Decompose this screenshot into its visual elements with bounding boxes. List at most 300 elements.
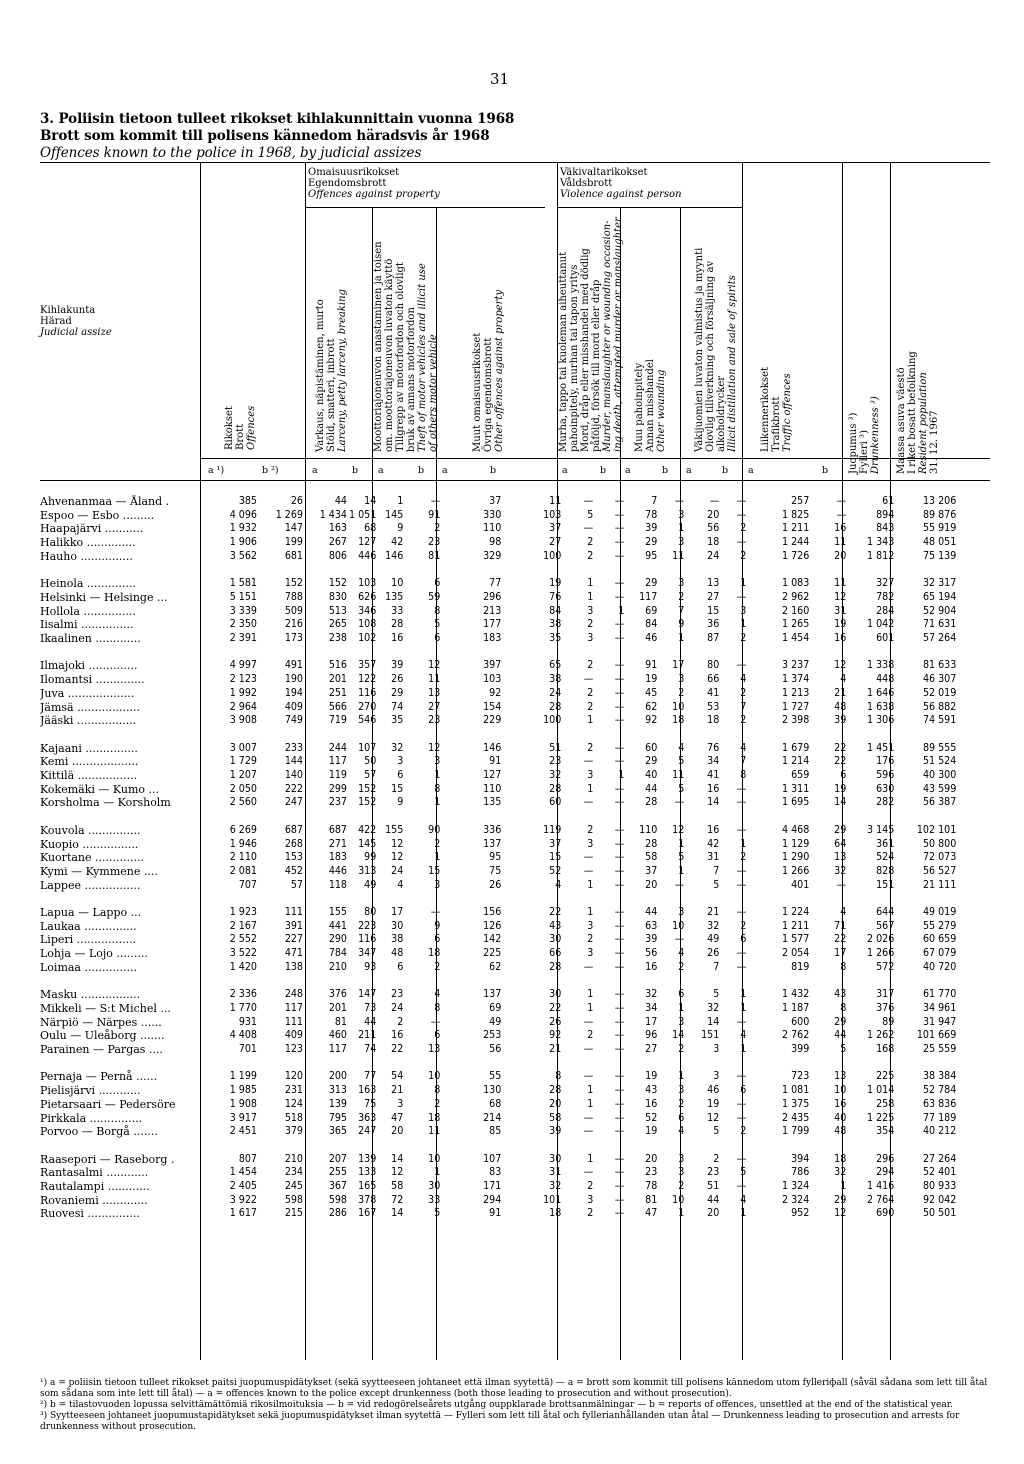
- table-cell: 2 451: [229, 1125, 257, 1138]
- table-cell: 12: [391, 1166, 404, 1179]
- table-cell: 15: [707, 604, 720, 617]
- title-english: Offences known to the police in 1968, by judicial assizes: [40, 145, 422, 161]
- table-cell: 176: [876, 755, 895, 768]
- table-cell: 44: [707, 1193, 720, 1206]
- table-cell: 30: [549, 1152, 562, 1165]
- table-cell: 19: [645, 1070, 658, 1083]
- table-cell: 119: [328, 769, 347, 782]
- table-cell: 43: [549, 919, 562, 932]
- table-cell: —: [736, 906, 747, 919]
- table-cell: 2: [713, 1152, 720, 1165]
- table-cell: 118: [328, 878, 347, 891]
- table-cell: 33: [428, 1193, 441, 1206]
- table-cell: 327: [876, 577, 895, 590]
- table-cell: —: [614, 618, 625, 631]
- table-cell: 34 961: [922, 1001, 957, 1014]
- table-cell: 91: [489, 1207, 502, 1220]
- table-cell: —: [836, 878, 847, 891]
- table-cell: 15: [391, 782, 404, 795]
- table-cell: 12: [428, 659, 441, 672]
- table-cell: —: [736, 960, 747, 973]
- table-cell: 244: [328, 741, 347, 754]
- table-cell: 81: [645, 1193, 658, 1206]
- table-cell: 5: [713, 988, 720, 1001]
- table-cell: 66: [549, 947, 562, 960]
- table-cell: 296: [483, 590, 502, 603]
- table-cell: —: [583, 1043, 594, 1056]
- table-row: [40, 632, 958, 646]
- col-head-assault: Muu pahoinpitely Annan misshandel Other wounding: [634, 359, 667, 452]
- table-cell: 1 454: [229, 1166, 257, 1179]
- table-cell: 23: [428, 714, 441, 727]
- sub-a: a: [562, 465, 568, 476]
- district-name: Hollola ...............: [40, 604, 136, 618]
- table-cell: —: [736, 864, 747, 877]
- table-cell: —: [614, 659, 625, 672]
- table-cell: —: [583, 851, 594, 864]
- table-cell: 24: [391, 864, 404, 877]
- district-name: Lappee ................: [40, 878, 141, 892]
- table-cell: 258: [876, 1097, 895, 1110]
- table-cell: —: [614, 700, 625, 713]
- table-cell: 152: [328, 577, 347, 590]
- table-row: [40, 796, 958, 810]
- table-cell: —: [836, 508, 847, 521]
- table-cell: 33: [391, 604, 404, 617]
- table-cell: 76: [707, 741, 720, 754]
- table-cell: 15: [549, 851, 562, 864]
- table-cell: —: [583, 960, 594, 973]
- table-cell: 30: [428, 1180, 441, 1193]
- table-cell: 1 211: [782, 919, 810, 932]
- table-cell: 52: [645, 1111, 658, 1124]
- district-name: Kittilä .................: [40, 769, 138, 783]
- table-row: [40, 522, 958, 536]
- table-cell: —: [736, 508, 747, 521]
- table-cell: 1: [587, 577, 594, 590]
- table-row: [40, 947, 958, 961]
- table-cell: —: [583, 1015, 594, 1028]
- table-row: [40, 1043, 958, 1057]
- table-cell: 13: [428, 686, 441, 699]
- table-cell: 807: [238, 1152, 257, 1165]
- table-cell: 4: [740, 741, 747, 754]
- table-cell: 50 501: [922, 1207, 957, 1220]
- table-cell: 18: [672, 714, 685, 727]
- table-cell: 357: [358, 659, 377, 672]
- table-cell: 6: [840, 769, 847, 782]
- table-cell: 5: [678, 782, 685, 795]
- table-cell: 1: [678, 837, 685, 850]
- table-cell: 211: [358, 1029, 377, 1042]
- table-cell: 2: [587, 933, 594, 946]
- table-cell: 74: [391, 700, 404, 713]
- table-cell: 23: [707, 1166, 720, 1179]
- table-cell: 313: [328, 1084, 347, 1097]
- table-cell: 28: [549, 782, 562, 795]
- table-cell: 8: [840, 1001, 847, 1014]
- table-cell: 7: [713, 864, 720, 877]
- table-cell: 1 454: [782, 632, 810, 645]
- table-cell: 16: [645, 960, 658, 973]
- table-cell: 6: [434, 577, 441, 590]
- table-cell: 29: [834, 823, 847, 836]
- table-cell: —: [614, 906, 625, 919]
- property-group-heading: Omaisuusrikokset Egendomsbrott Offences against property: [308, 167, 440, 200]
- table-cell: 27: [707, 590, 720, 603]
- table-cell: 41: [707, 769, 720, 782]
- table-cell: 14: [707, 796, 720, 809]
- table-cell: 31: [834, 604, 847, 617]
- table-cell: 80: [707, 659, 720, 672]
- table-cell: 28: [549, 960, 562, 973]
- table-row: [40, 1029, 958, 1043]
- table-cell: 69: [489, 1001, 502, 1014]
- table-cell: 12: [391, 851, 404, 864]
- table-cell: 119: [543, 823, 562, 836]
- table-cell: 92: [549, 1029, 562, 1042]
- table-row: [40, 742, 958, 756]
- table-cell: 894: [876, 508, 895, 521]
- table-cell: 1 081: [782, 1084, 810, 1097]
- table-cell: 294: [876, 1166, 895, 1179]
- table-cell: —: [736, 495, 747, 507]
- table-cell: 56 527: [922, 864, 957, 877]
- table-cell: 367: [328, 1180, 347, 1193]
- table-cell: 2: [587, 1029, 594, 1042]
- table-cell: 65 194: [922, 590, 957, 603]
- table-cell: 60 659: [922, 933, 957, 946]
- table-cell: 2 398: [782, 714, 810, 727]
- table-cell: —: [614, 686, 625, 699]
- table-cell: 1 420: [229, 960, 257, 973]
- table-cell: —: [614, 508, 625, 521]
- table-cell: 95: [489, 851, 502, 864]
- table-cell: 77: [364, 1070, 377, 1083]
- table-cell: 365: [328, 1125, 347, 1138]
- table-cell: 93: [364, 960, 377, 973]
- table-cell: 29: [391, 686, 404, 699]
- table-cell: 1: [587, 878, 594, 891]
- group-spacer: [40, 1139, 958, 1153]
- table-cell: 2 123: [229, 673, 257, 686]
- table-cell: 13: [707, 577, 720, 590]
- table-cell: 7: [713, 960, 720, 973]
- table-cell: 11: [428, 673, 441, 686]
- table-cell: 127: [483, 769, 502, 782]
- title-finnish: 3. Poliisin tietoon tulleet rikokset kihlakunnittain vuonna 1968: [40, 111, 515, 127]
- table-cell: 16: [707, 782, 720, 795]
- table-cell: 3: [678, 1152, 685, 1165]
- table-cell: 3: [587, 769, 594, 782]
- table-cell: 110: [483, 782, 502, 795]
- table-cell: 1: [678, 1070, 685, 1083]
- table-cell: 89 876: [922, 508, 957, 521]
- table-cell: 101: [543, 1193, 562, 1206]
- table-cell: 247: [358, 1125, 377, 1138]
- table-cell: 56: [645, 947, 658, 960]
- table-cell: 52 401: [922, 1166, 957, 1179]
- table-cell: 117: [328, 755, 347, 768]
- table-cell: 22: [391, 1043, 404, 1056]
- col-head-alcohol: Väkijuomien luvaton valmistus ja myynti Olovlig tillverkning och försäljning av alkoholdrycker Illicit distillation and sale of spirits: [694, 247, 738, 452]
- table-cell: 1 324: [782, 1180, 810, 1193]
- table-cell: 1: [740, 837, 747, 850]
- district-name: Hauho ...............: [40, 549, 133, 563]
- col-head-larceny: Varkaus, näpistäminen, murto Stöld, snatteri, inbrott Larceny, petty larceny, breaking: [315, 289, 348, 452]
- table-cell: 200: [328, 1070, 347, 1083]
- table-cell: 237: [328, 796, 347, 809]
- group-spacer: [40, 810, 958, 824]
- table-cell: 26: [549, 1015, 562, 1028]
- table-cell: 513: [328, 604, 347, 617]
- table-cell: 12: [834, 659, 847, 672]
- table-cell: 20: [391, 1125, 404, 1138]
- table-cell: 216: [284, 618, 303, 631]
- table-cell: —: [736, 1111, 747, 1124]
- district-name: Närpiö — Närpes ......: [40, 1015, 162, 1029]
- table-cell: 92 042: [922, 1193, 957, 1206]
- district-name: Rautalampi ............: [40, 1180, 150, 1194]
- table-cell: 145: [385, 508, 404, 521]
- table-cell: 31: [549, 1166, 562, 1179]
- table-cell: 30: [549, 933, 562, 946]
- table-cell: 87: [707, 632, 720, 645]
- table-cell: 60: [549, 796, 562, 809]
- table-cell: —: [614, 741, 625, 754]
- table-cell: 257: [791, 495, 810, 507]
- table-cell: 828: [876, 864, 895, 877]
- table-cell: 788: [284, 590, 303, 603]
- table-cell: 22: [834, 755, 847, 768]
- table-cell: 9: [434, 919, 441, 932]
- table-cell: 124: [284, 1097, 303, 1110]
- table-cell: 1 042: [867, 618, 895, 631]
- table-cell: 3: [678, 1166, 685, 1179]
- table-cell: 2 054: [782, 947, 810, 960]
- table-cell: 44: [645, 782, 658, 795]
- table-cell: 1 727: [782, 700, 810, 713]
- table-cell: —: [736, 1015, 747, 1028]
- table-cell: 19: [834, 782, 847, 795]
- table-cell: 152: [358, 796, 377, 809]
- table-cell: 55 919: [922, 522, 957, 535]
- table-cell: 171: [483, 1180, 502, 1193]
- table-cell: 2: [678, 590, 685, 603]
- table-cell: 144: [284, 755, 303, 768]
- table-cell: 20: [707, 1207, 720, 1220]
- table-cell: 12: [707, 1111, 720, 1124]
- table-cell: —: [736, 782, 747, 795]
- table-cell: 9: [397, 796, 404, 809]
- table-cell: 2 336: [229, 988, 257, 1001]
- table-cell: 1: [740, 1207, 747, 1220]
- table-cell: 524: [876, 851, 895, 864]
- table-cell: 6: [397, 769, 404, 782]
- table-cell: 346: [358, 604, 377, 617]
- table-cell: 26: [391, 673, 404, 686]
- table-cell: —: [614, 933, 625, 946]
- table-cell: 49: [489, 1015, 502, 1028]
- table-cell: 446: [328, 864, 347, 877]
- table-cell: 1 581: [229, 577, 257, 590]
- table-cell: 110: [483, 522, 502, 535]
- table-row: [40, 509, 958, 523]
- table-cell: 1: [587, 714, 594, 727]
- table-cell: 15: [428, 864, 441, 877]
- table-row: [40, 1194, 958, 1208]
- table-cell: 14: [364, 495, 377, 507]
- table-cell: 173: [284, 632, 303, 645]
- table-cell: 1 906: [229, 536, 257, 549]
- table-cell: 1 946: [229, 837, 257, 850]
- table-cell: 687: [284, 823, 303, 836]
- table-cell: 201: [328, 673, 347, 686]
- table-row: [40, 591, 958, 605]
- table-cell: 81: [334, 1015, 347, 1028]
- table-cell: 1: [740, 577, 747, 590]
- table-cell: 137: [483, 837, 502, 850]
- district-name: Kuortane ..............: [40, 851, 144, 865]
- table-row: [40, 1016, 958, 1030]
- table-cell: 2: [587, 700, 594, 713]
- table-cell: 253: [483, 1029, 502, 1042]
- col-head-murder: Murha, tappo tai kuoleman aiheuttanut pahoinpitely, murhan tai tapon yritys Mord, dråp eller misshandel med dödlig påföljd, försök till mord eller dråp Murder, manslaughter or wounding occasion- ing death, attempted murder or manslaughter: [558, 217, 624, 452]
- table-cell: 89 555: [922, 741, 957, 754]
- district-name: Kajaani ...............: [40, 741, 138, 755]
- table-cell: 29: [645, 755, 658, 768]
- table-cell: 163: [328, 522, 347, 535]
- table-cell: —: [736, 796, 747, 809]
- table-cell: 399: [791, 1043, 810, 1056]
- table-cell: 3: [587, 632, 594, 645]
- table-cell: 37: [645, 864, 658, 877]
- table-cell: 9: [397, 522, 404, 535]
- table-cell: 135: [483, 796, 502, 809]
- district-name: Pernaja — Pernå ......: [40, 1070, 158, 1084]
- table-cell: 1 269: [275, 508, 303, 521]
- table-cell: 626: [358, 590, 377, 603]
- table-cell: 2 964: [229, 700, 257, 713]
- table-cell: —: [736, 590, 747, 603]
- table-cell: 92: [489, 686, 502, 699]
- table-cell: 1: [678, 1207, 685, 1220]
- table-cell: 64: [834, 837, 847, 850]
- table-cell: 6 269: [229, 823, 257, 836]
- table-cell: 35: [549, 632, 562, 645]
- table-cell: 460: [328, 1029, 347, 1042]
- sub-a-total: a ¹): [208, 465, 225, 476]
- table-cell: —: [614, 522, 625, 535]
- district-name: Jämsä ..................: [40, 700, 141, 714]
- table-cell: 18: [428, 947, 441, 960]
- header-bottom-rule: [40, 480, 990, 481]
- table-cell: 2 110: [229, 851, 257, 864]
- table-cell: 3 562: [229, 549, 257, 562]
- table-cell: 117: [639, 590, 658, 603]
- table-cell: 4: [434, 988, 441, 1001]
- table-cell: —: [583, 673, 594, 686]
- table-cell: 719: [328, 714, 347, 727]
- table-cell: —: [583, 755, 594, 768]
- table-cell: 10: [672, 1193, 685, 1206]
- table-cell: 55 279: [922, 919, 957, 932]
- table-cell: 28: [645, 796, 658, 809]
- table-cell: 3: [713, 1070, 720, 1083]
- district-name: Kymi — Kymmene ....: [40, 864, 158, 878]
- table-cell: 19: [549, 577, 562, 590]
- table-cell: 32: [834, 1166, 847, 1179]
- table-cell: 17: [645, 1015, 658, 1028]
- table-cell: 95: [645, 549, 658, 562]
- table-cell: 2 552: [229, 933, 257, 946]
- table-cell: 133: [358, 1166, 377, 1179]
- table-cell: —: [614, 823, 625, 836]
- table-cell: 14: [707, 1015, 720, 1028]
- table-cell: 572: [876, 960, 895, 973]
- table-cell: 1: [587, 782, 594, 795]
- table-cell: 471: [284, 947, 303, 960]
- table-cell: 1: [434, 851, 441, 864]
- table-cell: 2: [397, 1015, 404, 1028]
- table-cell: 39: [549, 1125, 562, 1138]
- table-cell: 43: [645, 1084, 658, 1097]
- table-cell: 38: [391, 933, 404, 946]
- table-cell: —: [614, 960, 625, 973]
- table-cell: —: [583, 1125, 594, 1138]
- table-cell: —: [614, 864, 625, 877]
- district-name: Mikkeli — S:t Michel ...: [40, 1001, 171, 1015]
- district-name: Juva ...................: [40, 686, 135, 700]
- table-cell: 72 073: [922, 851, 957, 864]
- table-cell: 267: [328, 536, 347, 549]
- table-cell: 31: [707, 851, 720, 864]
- sub-b: b: [490, 465, 497, 476]
- table-cell: 1: [678, 632, 685, 645]
- table-cell: 51: [549, 741, 562, 754]
- table-cell: 127: [358, 536, 377, 549]
- table-cell: —: [674, 495, 685, 507]
- table-cell: 6: [434, 1029, 441, 1042]
- table-cell: 1 375: [782, 1097, 810, 1110]
- table-cell: 2 435: [782, 1111, 810, 1124]
- table-cell: 690: [876, 1207, 895, 1220]
- table-cell: 44: [834, 1029, 847, 1042]
- table-cell: 1 923: [229, 906, 257, 919]
- table-cell: 123: [284, 1043, 303, 1056]
- col-head-traffic: Liikennerikokset Trafikbrott Traffic offences: [760, 367, 793, 452]
- table-cell: 397: [483, 659, 502, 672]
- table-cell: 65: [549, 659, 562, 672]
- group-spacer: [40, 564, 958, 578]
- table-cell: 6: [397, 960, 404, 973]
- table-cell: 509: [284, 604, 303, 617]
- table-cell: 8: [434, 782, 441, 795]
- table-cell: 130: [483, 1084, 502, 1097]
- table-cell: 1: [587, 590, 594, 603]
- table-cell: 18: [707, 536, 720, 549]
- sub-a: a: [686, 465, 692, 476]
- table-cell: 7: [740, 755, 747, 768]
- table-cell: 151: [876, 878, 895, 891]
- table-cell: 1 932: [229, 522, 257, 535]
- table-cell: 786: [791, 1166, 810, 1179]
- table-cell: 336: [483, 823, 502, 836]
- table-cell: 40: [834, 1111, 847, 1124]
- sub-a: a: [378, 465, 384, 476]
- table-cell: 71 631: [922, 618, 957, 631]
- table-cell: 16: [391, 1029, 404, 1042]
